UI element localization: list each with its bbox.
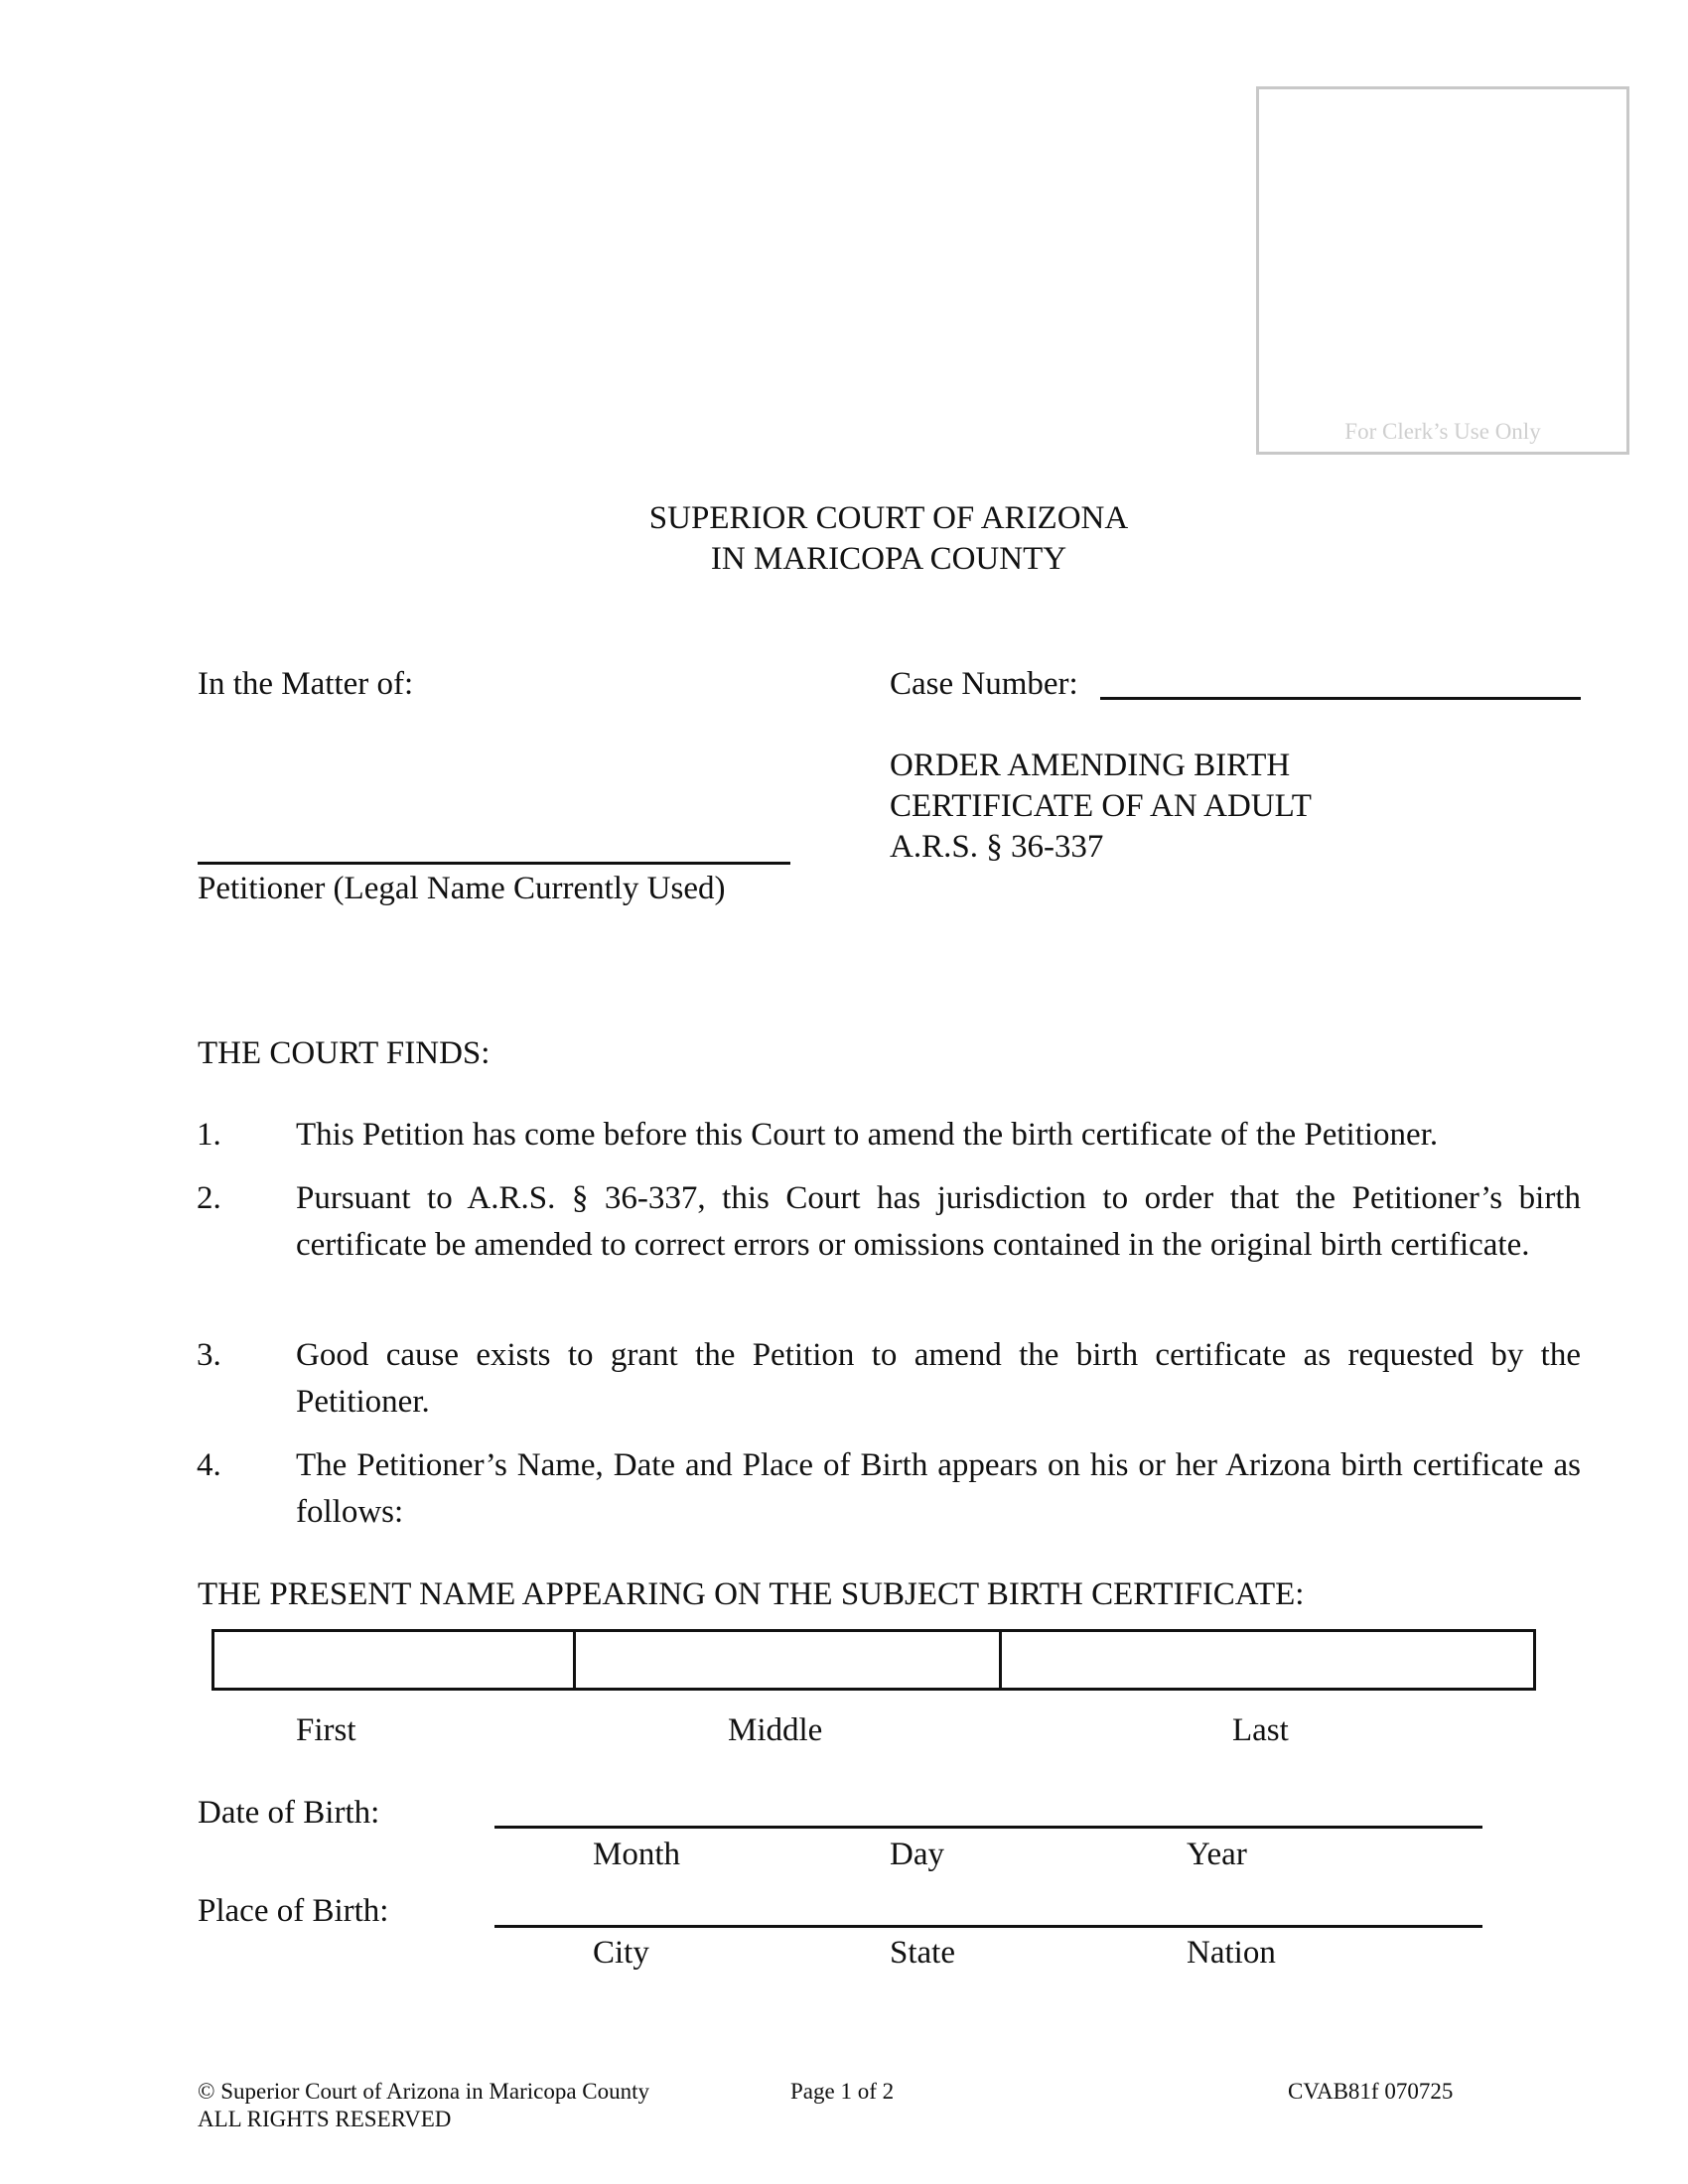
- date-of-birth-line: [494, 1826, 1482, 1829]
- place-of-birth-label: Place of Birth:: [198, 1893, 389, 1929]
- month-label: Month: [593, 1837, 681, 1872]
- date-of-birth-field[interactable]: [494, 1786, 1482, 1826]
- court-name: SUPERIOR COURT OF ARIZONA: [648, 500, 1129, 536]
- court-heading: [0, 498, 1688, 580]
- finding-text: This Petition has come before this Court to amend the birth certificate of the Petitioner.: [296, 1117, 1439, 1153]
- footer-form-code: CVAB81f 070725: [1288, 2079, 1454, 2104]
- year-label: Year: [1187, 1837, 1247, 1872]
- last-name-cell[interactable]: [1001, 1631, 1535, 1690]
- clerk-use-box: [1256, 86, 1629, 455]
- case-number-field[interactable]: [1100, 659, 1581, 699]
- nation-label: Nation: [1187, 1935, 1276, 1971]
- finding-text: Pursuant to A.R.S. § 36-337, this Court has jurisdiction to order that the Petitioner’s birth certificate be amended to correct errors or omissions contained in the original birth certificate.: [296, 1180, 1581, 1263]
- middle-label: Middle: [728, 1712, 823, 1748]
- petitioner-name-field[interactable]: [198, 822, 790, 862]
- city-label: City: [593, 1935, 649, 1971]
- order-statute: A.R.S. § 36-337: [890, 829, 1104, 865]
- matter-label: In the Matter of:: [198, 666, 414, 702]
- findings-heading: THE COURT FINDS:: [198, 1035, 491, 1071]
- present-name-heading: THE PRESENT NAME APPEARING ON THE SUBJECT BIRTH CERTIFICATE:: [198, 1576, 1305, 1612]
- order-title-line2: CERTIFICATE OF AN ADULT: [890, 788, 1312, 824]
- petitioner-label: Petitioner (Legal Name Currently Used): [198, 871, 726, 906]
- footer-page-number: Page 1 of 2: [790, 2079, 895, 2104]
- petitioner-name-line: [198, 862, 790, 865]
- place-of-birth-field[interactable]: [494, 1884, 1482, 1924]
- finding-number: 1.: [197, 1117, 221, 1153]
- footer-copyright: © Superior Court of Arizona in Maricopa County: [198, 2079, 650, 2104]
- middle-name-cell[interactable]: [575, 1631, 1001, 1690]
- finding-text: Good cause exists to grant the Petition to amend the birth certificate as requested by the Petitioner.: [296, 1337, 1581, 1420]
- clerk-use-label: For Clerk’s Use Only: [1344, 419, 1541, 444]
- case-number-label: Case Number:: [890, 666, 1078, 702]
- finding-number: 3.: [197, 1337, 221, 1373]
- state-label: State: [890, 1935, 955, 1971]
- first-name-cell[interactable]: [213, 1631, 575, 1690]
- first-label: First: [296, 1712, 356, 1748]
- date-of-birth-label: Date of Birth:: [198, 1795, 380, 1831]
- finding-number: 4.: [197, 1447, 221, 1483]
- last-label: Last: [1232, 1712, 1289, 1748]
- present-name-table: [211, 1629, 1536, 1691]
- court-county: IN MARICOPA COUNTY: [710, 541, 1067, 577]
- case-number-line: [1100, 697, 1581, 700]
- place-of-birth-line: [494, 1925, 1482, 1928]
- order-title-line1: ORDER AMENDING BIRTH: [890, 748, 1291, 783]
- finding-text: The Petitioner’s Name, Date and Place of Birth appears on his or her Arizona birth certificate as follows:: [296, 1447, 1581, 1530]
- footer-rights: ALL RIGHTS RESERVED: [198, 2107, 452, 2131]
- finding-number: 2.: [197, 1180, 221, 1216]
- day-label: Day: [890, 1837, 944, 1872]
